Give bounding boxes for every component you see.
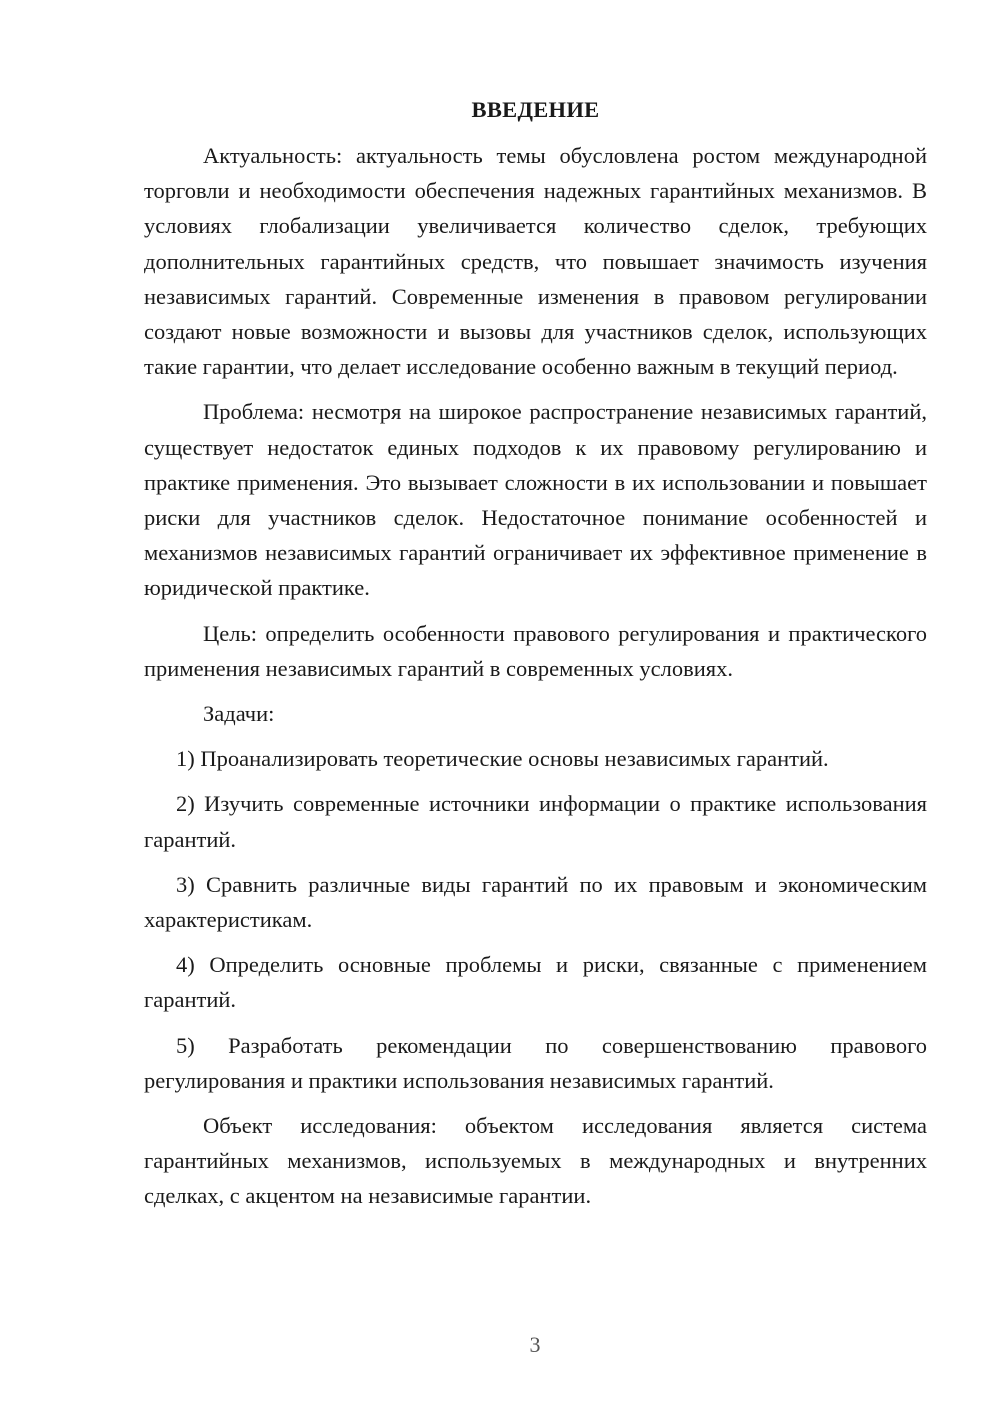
task-item-1: 1) Проанализировать теоретические основы независимых гарантий. [176, 746, 829, 772]
paragraph-relevance: Актуальность: актуальность темы обусловлена ростом международной торговли и необходимости обеспечения надежных гарантийных механизмов. В условиях глобализации увеличивается количество сделок, требующих дополнительных гарантийных средств, что повышает значимость изучения независимых гарантий. Современные изменения в правовом регулировании создают новые возможности и вызовы для участников сделок, использующих такие гарантии, что делает исследование особенно важным в текущий период. [144, 143, 927, 380]
tasks-heading: Задачи: [203, 701, 275, 727]
page-title: ВВЕДЕНИЕ [471, 97, 600, 122]
task-item-4: 4) Определить основные проблемы и риски, связанные с применением гарантий. [144, 952, 927, 1013]
paragraph-problem: Проблема: несмотря на широкое распространение независимых гарантий, существует недостаток единых подходов к их правовому регулированию и практике применения. Это вызывает сложности в их использовании и повышает риски для участников сделок. Недостаточное понимание особенностей и механизмов независимых гарантий ограничивает их эффективное применение в юридической практике. [144, 399, 927, 601]
page-body [144, 90, 927, 1224]
task-item-5: 5) Разработать рекомендации по совершенствованию правового регулирования и практики использования независимых гарантий. [144, 1032, 927, 1093]
paragraph-object: Объект исследования: объектом исследования является система гарантийных механизмов, используемых в международных и внутренних сделках, с акцентом на независимые гарантии. [144, 1113, 927, 1209]
page-number: 3 [529, 1332, 541, 1357]
task-item-2: 2) Изучить современные источники информации о практике использования гарантий. [144, 791, 927, 852]
paragraph-goal: Цель: определить особенности правового регулирования и практического применения независимых гарантий в современных условиях. [144, 620, 927, 681]
task-item-3: 3) Сравнить различные виды гарантий по их правовым и экономическим характеристикам. [144, 871, 927, 933]
